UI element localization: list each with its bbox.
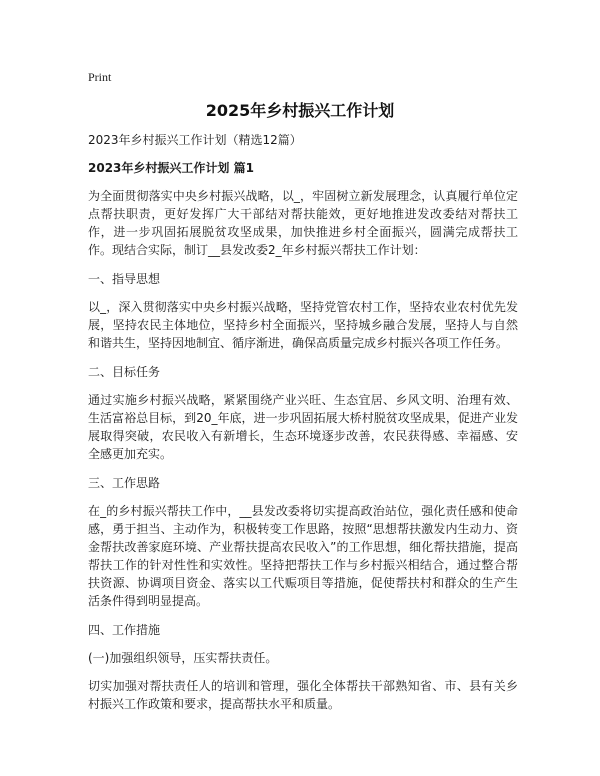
intro-paragraph: 为全面贯彻落实中央乡村振兴战略，以_，牢固树立新发展理念，认真履行单位定点帮扶职责，更好发挥广大干部结对帮扶能效，更好地推进发改委结对帮扶工作，进一步巩固拓展脱贫攻坚成果，加快推进乡村全面振兴，圆满完成帮扶工作。现结合实际，制订__县发改委2_年乡村振兴帮扶工作计划： (88, 189, 518, 257)
paragraph-work-approach: 在_的乡村振兴帮扶工作中，__县发改委将切实提高政治站位，强化责任感和使命感，勇于担当、主动作为，积极转变工作思路，按照“思想帮扶激发内生动力、资金帮扶改善家庭环境、产业帮扶提高农民收入”的工作思想，细化帮扶措施，提高帮扶工作的针对性性和实效性。坚持把帮扶工作与乡村振兴相结合，通过整合帮扶资源、协调项目资金、落实以工代赈项目等措施，促使帮扶村和群众的生产生活条件得到明显提高。 (88, 504, 518, 608)
paragraph-organization: 切实加强对帮扶责任人的培训和管理，强化全体帮扶干部熟知省、市、县有关乡村振兴工作政策和要求，提高帮扶水平和质量。 (88, 679, 518, 711)
paragraph-goals: 通过实施乡村振兴战略，紧紧围绕产业兴旺、生态宜居、乡风文明、治理有效、生活富裕总目标，到20_年底，进一步巩固拓展大桥村脱贫攻坚成果，促进产业发展取得突破，农民收入有新增长，生态环境逐步改善，农民获得感、幸福感、安全感更加充实。 (88, 393, 518, 461)
document-body (88, 131, 518, 724)
heading-work-approach: 三、工作思路 (88, 476, 161, 490)
heading-work-measures: 四、工作措施 (88, 623, 161, 637)
page-title: 2025年乡村振兴工作计划 (205, 101, 395, 120)
print-link[interactable]: Print (88, 70, 112, 84)
paragraph-guiding-ideology: 以_，深入贯彻落实中央乡村振兴战略，坚持党管农村工作，坚持农业农村优先发展，坚持农民主体地位，坚持乡村全面振兴，坚持城乡融合发展，坚持人与自然和谐共生，坚持因地制宜、循序渐进，确保高质量完成乡村振兴各项工作任务。 (88, 300, 518, 350)
heading-goals: 二、目标任务 (88, 365, 161, 379)
section-title: 2023年乡村振兴工作计划 篇1 (88, 161, 254, 175)
document-subtitle: 2023年乡村振兴工作计划（精选12篇） (88, 133, 302, 147)
heading-guiding-ideology: 一、指导思想 (88, 272, 161, 286)
subheading-organization: (一)加强组织领导，压实帮扶责任。 (88, 651, 278, 665)
